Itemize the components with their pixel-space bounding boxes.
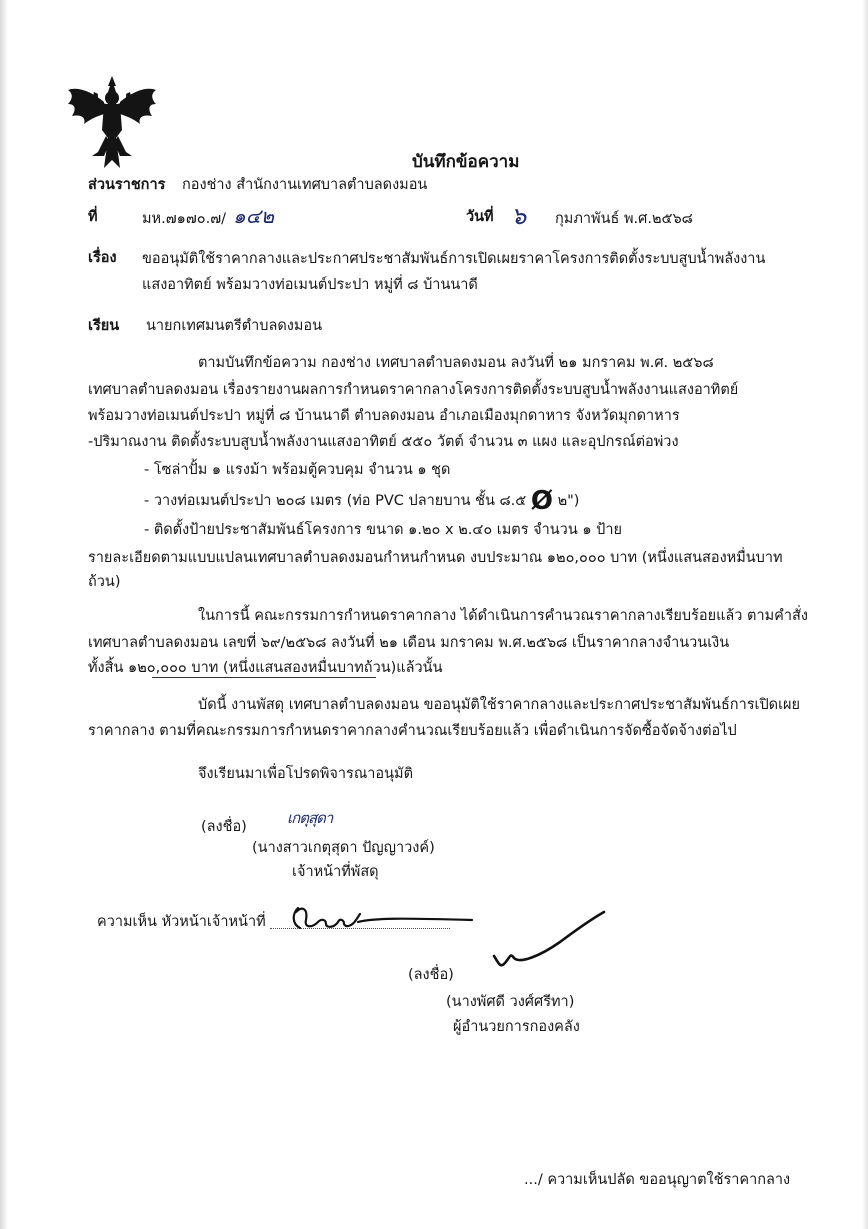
to-value: นายกเทศมนตรีตำบลดงมอน	[146, 318, 323, 334]
subject-label: เรื่อง	[88, 250, 117, 266]
signer1-name: (นางสาวเกตุสุดา ปัญญาวงค์)	[252, 840, 435, 856]
list-item-2-size: ๒")	[557, 493, 580, 509]
para1-line-2: เทศบาลตำบลดงมอน เรื่องรายงานผลการกำหนดราคากลางโครงการติดตั้งระบบสูบน้ำพลังงานแสงอาทิตย์	[88, 382, 739, 398]
signer2-handwritten-signature	[480, 906, 610, 990]
doc-number-label: ที่	[88, 209, 98, 225]
list-item-2-text: - วางท่อเมนต์ประปา ๒๐๘ เมตร (ท่อ PVC ปลายบาน ชั้น ๘.๕	[144, 493, 527, 509]
date-label: วันที่	[466, 209, 494, 225]
para2-line-3: ทั้งสิ้น ๑๒๐,๐๐๐ บาท (หนึ่งแสนสองหมื่นบาทถ้วน)แล้วนั้น	[88, 660, 443, 676]
subject-line-1: ขออนุมัติใช้ราคากลางและประกาศประชาสัมพันธ์การเปิดเผยราคาโครงการติดตั้งระบบสูบน้ำพลังงาน	[142, 251, 766, 267]
para2-line-2: เทศบาลตำบลดงมอน เลขที่ ๖๙/๒๕๖๘ ลงวันที่ ๒๑ เดือน มกราคม พ.ศ.๒๕๖๘ เป็นราคากลางจำนวนเงิน	[88, 635, 730, 651]
date-day-handwritten: ๖	[511, 202, 527, 230]
signer1-position: เจ้าหน้าที่พัสดุ	[292, 864, 379, 880]
agency-value: กองช่าง สำนักงานเทศบาลตำบลดงมอน	[182, 177, 428, 193]
scan-edge-left	[0, 0, 8, 1229]
para1-line-9: ถ้วน)	[88, 574, 121, 590]
para3-line-1: บัดนี้ งานพัสดุ เทศบาลตำบลดงมอน ขออนุมัติใช้ราคากลางและประกาศประชาสัมพันธ์การเปิดเผย	[198, 697, 801, 713]
para1-line-8: รายละเอียดตามแบบแปลนเทศบาลตำบลดงมอนกำหนกำหนด งบประมาณ ๑๒๐,๐๐๐ บาท (หนึ่งแสนสองหมื่นบาท	[88, 550, 783, 566]
list-item-3: - ติดตั้งป้ายประชาสัมพันธ์โครงการ ขนาด ๑.๒๐ x ๒.๔๐ เมตร จำนวน ๑ ป้าย	[144, 522, 622, 538]
diameter-symbol: Ø	[530, 486, 553, 516]
para1-line-1: ตามบันทึกข้อความ กองช่าง เทศบาลตำบลดงมอน ลงวันที่ ๒๑ มกราคม พ.ศ. ๒๕๖๘	[198, 355, 714, 371]
garuda-emblem-icon	[64, 72, 160, 172]
doc-number-value: มห.๗๑๗๐.๗/	[142, 211, 226, 227]
signer1-handwritten-signature: เกตุสุดา	[287, 809, 333, 827]
closing-text: จึงเรียนมาเพื่อโปรดพิจารณาอนุมัติ	[198, 766, 414, 782]
agency-label: ส่วนราชการ	[88, 177, 166, 193]
subject-line-2: แสงอาทิตย์ พร้อมวางท่อเมนต์ประปา หมู่ที่ ๘ บ้านนาดี	[142, 277, 478, 293]
signer2-name: (นางพัศดี วงศ์ศรีทา)	[446, 994, 575, 1010]
continued-footer: .../ ความเห็นปลัด ขออนุญาตใช้ราคากลาง	[524, 1172, 791, 1188]
para3-line-2: ราคากลาง ตามที่คณะกรรมการกำหนดราคากลางคำนวณเรียบร้อยแล้ว เพื่อดำเนินการจัดซื้อจัดจ้างต่อไป	[88, 723, 737, 739]
memo-title: บันทึกข้อความ	[412, 152, 520, 172]
opinion-handwritten-signature	[282, 898, 482, 942]
list-item-2	[144, 486, 580, 516]
opinion-label: ความเห็น หัวหน้าเจ้าหน้าที่	[97, 914, 266, 930]
para1-line-4: -ปริมาณงาน ติดตั้งระบบสูบน้ำพลังงานแสงอาทิตย์ ๕๕๐ วัตต์ จำนวน ๓ แผง และอุปกรณ์ต่อพ่วง	[88, 434, 679, 450]
signer1-sign-label: (ลงชื่อ)	[201, 819, 247, 835]
scan-edge-right	[862, 0, 868, 1229]
para2-line-1: ในการนี้ คณะกรรมการกำหนดราคากลาง ได้ดำเนินการคำนวณราคากลางเรียบร้อยแล้ว ตามคำสั่ง	[198, 608, 808, 624]
doc-number-handwritten: ๑๔๒	[233, 204, 275, 228]
to-label: เรียน	[88, 318, 120, 334]
para1-line-3: พร้อมวางท่อเมนต์ประปา หมู่ที่ ๘ บ้านนาดี ตำบลดงมอน อำเภอเมืองมุกดาหาร จังหวัดมุกดาหาร	[88, 408, 680, 424]
signer2-sign-label: (ลงชื่อ)	[408, 967, 454, 983]
amount-underline	[152, 677, 376, 678]
signer2-position: ผู้อำนวยการกองคลัง	[453, 1019, 580, 1035]
list-item-1: - โซล่าปั้ม ๑ แรงม้า พร้อมตู้ควบคุม จำนวน ๑ ชุด	[144, 462, 451, 478]
date-value: กุมภาพันธ์ พ.ศ.๒๕๖๘	[555, 211, 693, 227]
